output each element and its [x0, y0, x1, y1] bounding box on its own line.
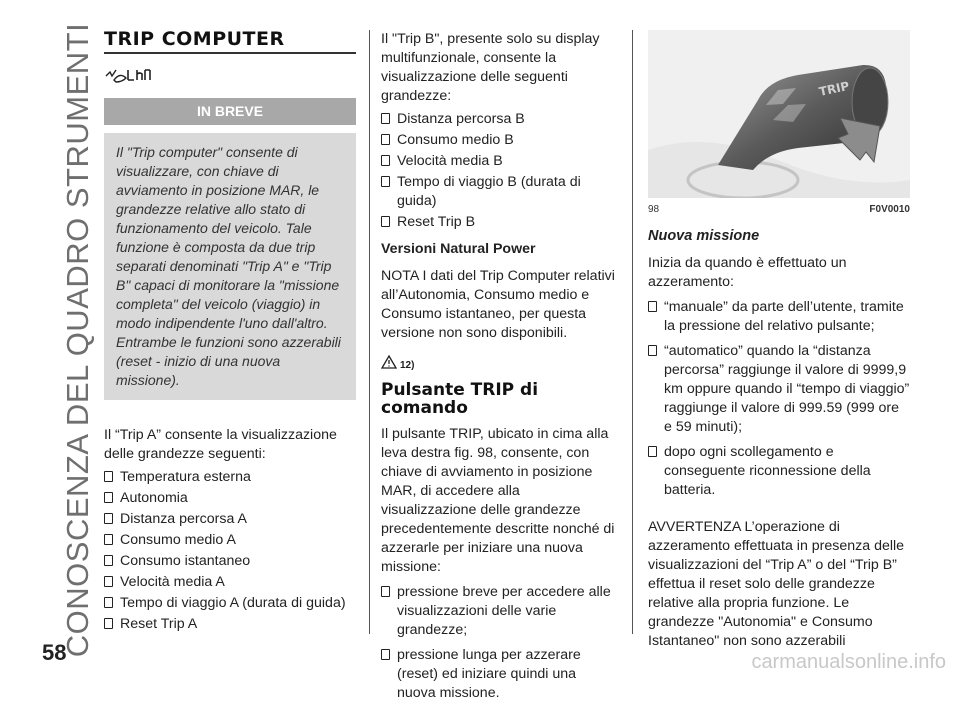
in-brief-header: IN BREVE [104, 98, 356, 125]
list-item: Consumo medio A [104, 531, 356, 550]
in-brief-box [104, 133, 356, 400]
list-item: Tempo di viaggio A (durata di guida) [104, 594, 356, 613]
list-item: Velocità media B [381, 152, 615, 171]
trip-button-text: Il pulsante TRIP, ubicato in cima alla leva destra fig. 98, consente, con chiave di avviamento in posizione MAR, di accedere alla visualizzazione delle grandezze precedentemente descritte nonché di azzerarle per iniziare una nuova missione: [381, 426, 615, 575]
list-item: Temperatura esterna [104, 468, 356, 487]
chapter-title-vertical: CONOSCENZA DEL QUADRO STRUMENTI [60, 22, 95, 658]
column-2 [381, 30, 615, 705]
figure-number: 98 [648, 204, 660, 215]
figure-trip-label: TRIP [817, 78, 851, 99]
page-number: 58 [42, 640, 67, 665]
checkbox-bullet-icon [381, 216, 390, 227]
list-item: Consumo medio B [381, 131, 615, 150]
trip-a-list [104, 468, 356, 634]
nota-text: NOTA I dati del Trip Computer relativi all’Autonomia, Consumo medio e Consumo istantaneo, per questa versione non sono disponibili. [381, 268, 615, 341]
trip-b-intro: Il "Trip B", presente solo su display multifunzionale, consente la visualizzazione delle seguenti grandezze: [381, 31, 600, 104]
checkbox-bullet-icon [104, 555, 113, 566]
list-item: Tempo di viaggio B (durata di guida) [381, 173, 615, 211]
section-title: TRIP COMPUTER [104, 30, 356, 54]
trip-computer-logo-icon [104, 62, 356, 90]
column-separator [369, 30, 370, 634]
checkbox-bullet-icon [104, 576, 113, 587]
new-mission-intro: Inizia da quando è effettuato un azzeramento: [648, 255, 847, 290]
trip-button-heading: Pulsante TRIP di comando [381, 380, 539, 418]
checkbox-bullet-icon [104, 597, 113, 608]
checkbox-bullet-icon [381, 155, 390, 166]
column-separator [632, 30, 633, 634]
warning-triangle-icon [381, 355, 397, 375]
trip-b-list [381, 110, 615, 232]
trip-button-list [381, 583, 615, 703]
list-item: dopo ogni scollegamento e conseguente riconnessione della batteria. [648, 443, 910, 500]
checkbox-bullet-icon [104, 492, 113, 503]
in-brief-text: Il "Trip computer" consente di visualizzare, con chiave di avviamento in posizione MAR, le grandezze relative allo stato di funzionamento del veicolo. Tale funzione è composta da due trip separati denominati "Trip A" e "Trip B" capaci di monitorare la "missione completa" del veicolo (viaggio) in modo indipendente l'uno dall'altro. Entrambe le funzioni sono azzerabili (reset - inizio di una nuova missione). [116, 144, 341, 388]
list-item: Reset Trip A [104, 615, 356, 634]
checkbox-bullet-icon [381, 134, 390, 145]
checkbox-bullet-icon [381, 113, 390, 124]
list-item: pressione breve per accedere alle visualizzazioni delle varie grandezze; [381, 583, 615, 640]
checkbox-bullet-icon [648, 446, 657, 457]
list-item: Consumo istantaneo [104, 552, 356, 571]
checkbox-bullet-icon [648, 345, 657, 356]
checkbox-bullet-icon [104, 618, 113, 629]
list-item: “manuale” da parte dell’utente, tramite la pressione del relativo pulsante; [648, 298, 910, 336]
checkbox-bullet-icon [648, 301, 657, 312]
new-mission-heading: Nuova missione [648, 228, 760, 244]
checkbox-bullet-icon [104, 471, 113, 482]
checkbox-bullet-icon [104, 513, 113, 524]
list-item: Distanza percorsa A [104, 510, 356, 529]
watermark: carmanualsonline.info [751, 651, 946, 673]
warning-reference [381, 351, 615, 375]
warning-text: AVVERTENZA L’operazione di azzeramento effettuata in presenza delle visualizzazioni del “Trip A” o del “Trip B” effettua il reset solo delle grandezze relative alla propria funzione. Le grandezze "Autonomia" e Consumo Istantaneo" non sono azzerabili [648, 519, 905, 649]
new-mission-list [648, 298, 910, 500]
trip-a-intro: Il “Trip A” consente la visualizzazione delle grandezze seguenti: [104, 427, 337, 462]
figure-trip-lever [648, 30, 910, 198]
list-item: “automatico” quando la “distanza percorsa” raggiunge il valore di 9999,9 km oppure quando il “tempo di viaggio” raggiunge il valore di 999.59 (999 ore e 59 minuti); [648, 342, 910, 437]
list-item: pressione lunga per azzerare (reset) ed iniziare quindi una nuova missione. [381, 646, 615, 703]
list-item: Distanza percorsa B [381, 110, 615, 129]
checkbox-bullet-icon [381, 176, 390, 187]
checkbox-bullet-icon [381, 586, 390, 597]
list-item: Velocità media A [104, 573, 356, 592]
natural-power-heading: Versioni Natural Power [381, 241, 536, 257]
trip-lever-illustration [648, 30, 910, 198]
figure-code: F0V0010 [869, 204, 910, 215]
list-item: Reset Trip B [381, 213, 615, 232]
checkbox-bullet-icon [381, 649, 390, 660]
figure-caption [648, 200, 910, 219]
list-item: Autonomia [104, 489, 356, 508]
warning-ref-number: 12) [400, 360, 415, 371]
checkbox-bullet-icon [104, 534, 113, 545]
column-1 [104, 30, 356, 636]
column-3 [648, 30, 910, 651]
